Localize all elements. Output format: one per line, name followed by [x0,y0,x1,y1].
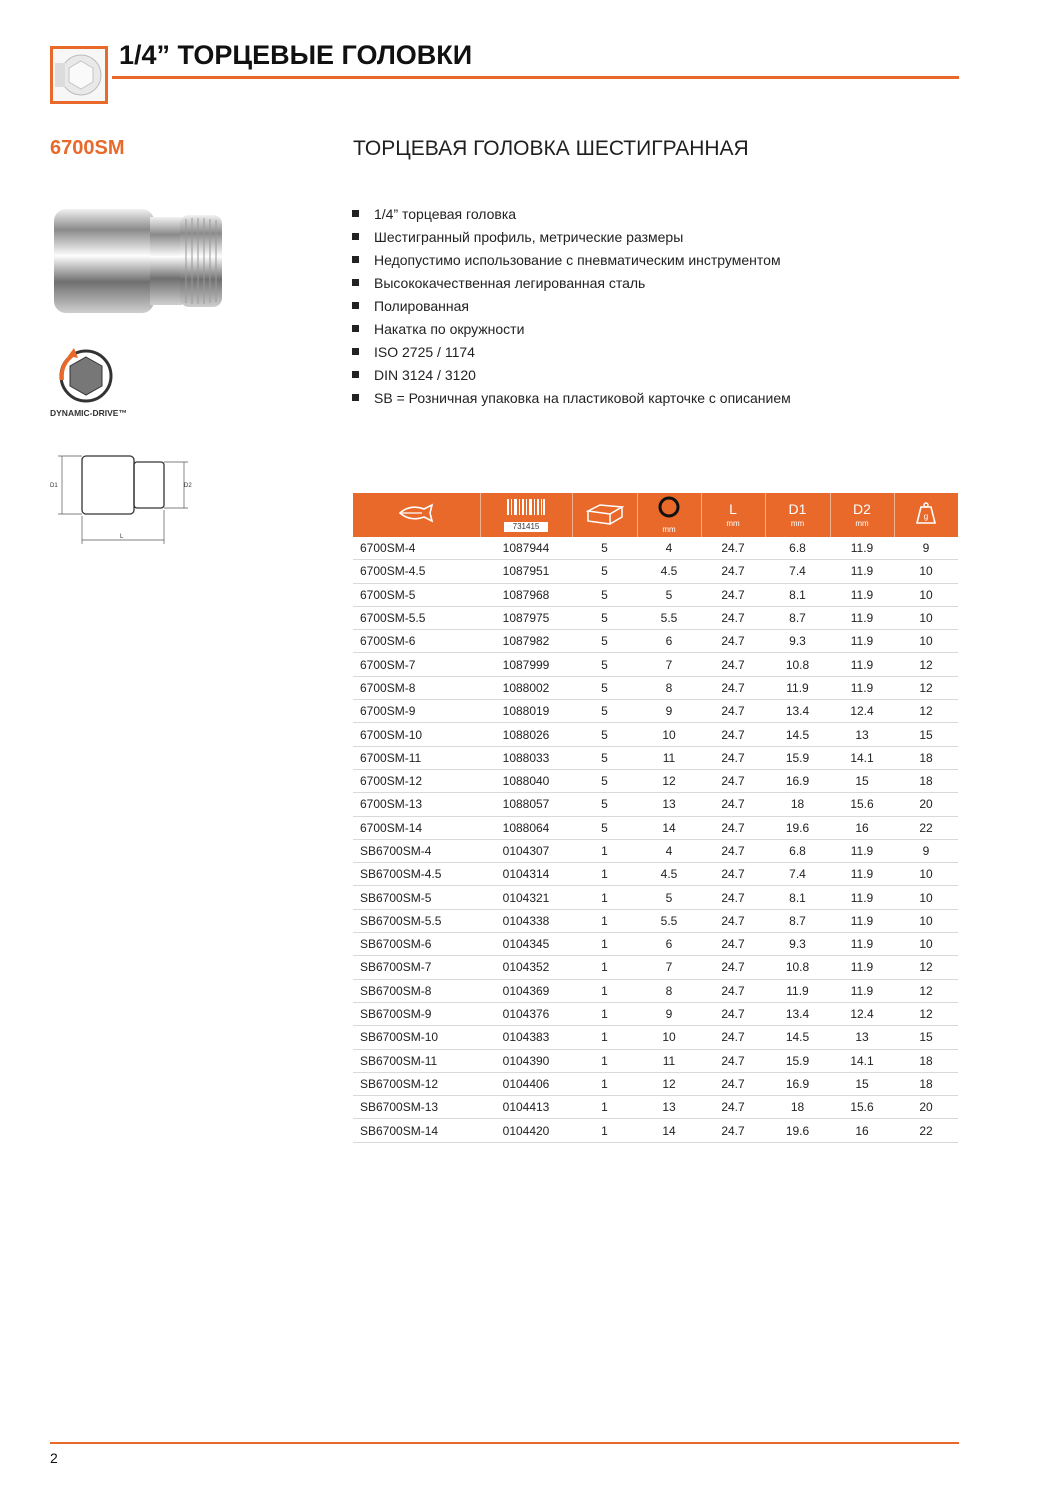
product-code: 6700SM [50,137,125,159]
cell-d2: 11.9 [830,583,894,606]
l-label: L [120,534,124,540]
table-row [353,1119,958,1142]
table-row [353,933,958,956]
cell-pack-qty: 1 [572,1002,637,1025]
cell-d1: 6.8 [765,839,830,862]
d1-label: D1 [50,483,58,489]
cell-d2: 11.9 [830,630,894,653]
cell-weight: 9 [894,839,958,862]
cell-size: 11 [637,746,701,769]
table-row [353,909,958,932]
cell-d1: 14.5 [765,723,830,746]
cell-article: 6700SM-4 [353,537,480,560]
cell-size: 4.5 [637,560,701,583]
cell-pack-qty: 1 [572,979,637,1002]
footer-divider [50,1442,959,1444]
cell-length: 24.7 [701,560,765,583]
cell-pack-qty: 1 [572,863,637,886]
cell-size: 4.5 [637,863,701,886]
table-row [353,769,958,792]
list-item: SB = Розничная упаковка на пластиковой карточке с описанием [352,388,791,411]
cell-article: SB6700SM-6 [353,933,480,956]
cell-weight: 10 [894,560,958,583]
table-row [353,1072,958,1095]
cell-size: 5.5 [637,909,701,932]
dynamic-drive-logo [48,342,148,422]
cell-ean: 0104406 [480,1072,572,1095]
cell-weight: 15 [894,1026,958,1049]
cell-pack-qty: 5 [572,606,637,629]
table-row [353,723,958,746]
cell-d2: 15.6 [830,793,894,816]
col-d2: D2 mm [830,493,894,537]
cell-length: 24.7 [701,1096,765,1119]
hex-size-icon [658,496,680,518]
cell-length: 24.7 [701,700,765,723]
cell-length: 24.7 [701,606,765,629]
cell-ean: 1087982 [480,630,572,653]
cell-article: 6700SM-11 [353,746,480,769]
cell-d2: 11.9 [830,537,894,560]
cell-article: SB6700SM-4 [353,839,480,862]
cell-ean: 1088040 [480,769,572,792]
fish-icon [396,503,436,523]
spec-table [353,493,958,1143]
col-size: mm [637,493,701,537]
cell-size: 13 [637,1096,701,1119]
cell-d2: 11.9 [830,653,894,676]
cell-ean: 1088033 [480,746,572,769]
cell-d1: 19.6 [765,1119,830,1142]
cell-d1: 18 [765,793,830,816]
cell-length: 24.7 [701,746,765,769]
list-item: 1/4” торцевая головка [352,204,791,227]
cell-d1: 9.3 [765,630,830,653]
cell-length: 24.7 [701,933,765,956]
cell-pack-qty: 5 [572,630,637,653]
cell-length: 24.7 [701,1072,765,1095]
cell-pack-qty: 5 [572,816,637,839]
list-item: Шестигранный профиль, метрические размеры [352,227,791,250]
cell-pack-qty: 1 [572,886,637,909]
cell-length: 24.7 [701,863,765,886]
cell-weight: 18 [894,746,958,769]
table-row [353,746,958,769]
cell-article: SB6700SM-11 [353,1049,480,1072]
cell-article: 6700SM-9 [353,700,480,723]
cell-weight: 12 [894,1002,958,1025]
table-row [353,1026,958,1049]
cell-length: 24.7 [701,956,765,979]
cell-length: 24.7 [701,1119,765,1142]
cell-article: 6700SM-14 [353,816,480,839]
cell-length: 24.7 [701,1026,765,1049]
cell-article: SB6700SM-13 [353,1096,480,1119]
cell-d2: 11.9 [830,933,894,956]
cell-d2: 13 [830,1026,894,1049]
cell-pack-qty: 5 [572,653,637,676]
cell-weight: 20 [894,793,958,816]
list-item: Высококачественная легированная сталь [352,273,791,296]
cell-d2: 16 [830,816,894,839]
cell-pack-qty: 5 [572,793,637,816]
cell-article: 6700SM-13 [353,793,480,816]
list-item: DIN 3124 / 3120 [352,365,791,388]
table-row [353,537,958,560]
cell-article: 6700SM-10 [353,723,480,746]
box-icon [586,501,624,525]
barcode-icon [506,499,546,515]
cell-size: 4 [637,537,701,560]
cell-weight: 12 [894,979,958,1002]
cell-size: 10 [637,723,701,746]
table-row [353,700,958,723]
logo-text: DYNAMIC-DRIVE™ [50,408,127,418]
col-length: L mm [701,493,765,537]
cell-d1: 16.9 [765,1072,830,1095]
cell-weight: 10 [894,933,958,956]
cell-length: 24.7 [701,909,765,932]
cell-size: 14 [637,1119,701,1142]
cell-weight: 18 [894,769,958,792]
cell-weight: 12 [894,676,958,699]
cell-size: 4 [637,839,701,862]
cell-size: 8 [637,676,701,699]
cell-weight: 22 [894,816,958,839]
table-row [353,793,958,816]
cell-d1: 7.4 [765,560,830,583]
cell-weight: 10 [894,630,958,653]
cell-length: 24.7 [701,676,765,699]
d2-label: D2 [184,483,192,489]
cell-pack-qty: 1 [572,956,637,979]
cell-weight: 9 [894,537,958,560]
cell-ean: 0104352 [480,956,572,979]
cell-length: 24.7 [701,723,765,746]
cell-ean: 1087944 [480,537,572,560]
cell-length: 24.7 [701,1049,765,1072]
cell-weight: 18 [894,1072,958,1095]
cell-size: 5 [637,886,701,909]
cell-article: SB6700SM-10 [353,1026,480,1049]
table-row [353,560,958,583]
cell-pack-qty: 1 [572,1026,637,1049]
cell-d1: 9.3 [765,933,830,956]
bullet-icon [352,348,359,355]
cell-pack-qty: 5 [572,537,637,560]
table-row [353,816,958,839]
cell-d2: 11.9 [830,979,894,1002]
cell-pack-qty: 1 [572,933,637,956]
cell-d1: 11.9 [765,979,830,1002]
cell-length: 24.7 [701,653,765,676]
cell-d1: 8.7 [765,606,830,629]
cell-weight: 10 [894,909,958,932]
product-name: ТОРЦЕВАЯ ГОЛОВКА ШЕСТИГРАННАЯ [353,137,749,160]
table-row [353,1049,958,1072]
socket-icon [50,46,108,104]
cell-length: 24.7 [701,839,765,862]
cell-d1: 13.4 [765,1002,830,1025]
cell-ean: 1088064 [480,816,572,839]
cell-ean: 1088019 [480,700,572,723]
cell-weight: 12 [894,700,958,723]
cell-article: 6700SM-4.5 [353,560,480,583]
cell-ean: 0104369 [480,979,572,1002]
table-row [353,863,958,886]
bullet-icon [352,210,359,217]
dimension-drawing [48,450,196,550]
cell-weight: 12 [894,956,958,979]
cell-length: 24.7 [701,979,765,1002]
cell-size: 5.5 [637,606,701,629]
cell-size: 10 [637,1026,701,1049]
cell-pack-qty: 5 [572,560,637,583]
cell-ean: 0104307 [480,839,572,862]
table-row [353,956,958,979]
cell-pack-qty: 5 [572,723,637,746]
cell-weight: 22 [894,1119,958,1142]
cell-ean: 0104420 [480,1119,572,1142]
table-row [353,886,958,909]
cell-weight: 12 [894,653,958,676]
table-row [353,1096,958,1119]
cell-article: 6700SM-5 [353,583,480,606]
list-item: Накатка по окружности [352,319,791,342]
cell-article: SB6700SM-12 [353,1072,480,1095]
cell-weight: 15 [894,723,958,746]
cell-ean: 0104383 [480,1026,572,1049]
cell-d2: 11.9 [830,886,894,909]
cell-article: 6700SM-5.5 [353,606,480,629]
cell-d1: 8.1 [765,886,830,909]
bullet-icon [352,371,359,378]
cell-pack-qty: 1 [572,1072,637,1095]
cell-pack-qty: 5 [572,700,637,723]
cell-d2: 14.1 [830,746,894,769]
cell-ean: 1088026 [480,723,572,746]
cell-weight: 10 [894,606,958,629]
cell-d2: 11.9 [830,863,894,886]
cell-article: SB6700SM-5 [353,886,480,909]
cell-d2: 15 [830,1072,894,1095]
table-row [353,1002,958,1025]
cell-d2: 12.4 [830,700,894,723]
cell-d1: 10.8 [765,956,830,979]
table-row [353,583,958,606]
cell-d2: 11.9 [830,839,894,862]
bullet-icon [352,302,359,309]
cell-d2: 15 [830,769,894,792]
cell-d2: 15.6 [830,1096,894,1119]
svg-text:g: g [924,511,929,521]
cell-d2: 11.9 [830,560,894,583]
table-row [353,653,958,676]
cell-d2: 11.9 [830,956,894,979]
cell-d1: 15.9 [765,1049,830,1072]
table-row [353,630,958,653]
cell-weight: 10 [894,886,958,909]
cell-size: 13 [637,793,701,816]
cell-length: 24.7 [701,583,765,606]
list-item: Полированная [352,296,791,319]
cell-pack-qty: 5 [572,583,637,606]
cell-size: 6 [637,630,701,653]
cell-size: 8 [637,979,701,1002]
cell-article: 6700SM-12 [353,769,480,792]
cell-d1: 8.7 [765,909,830,932]
cell-d2: 11.9 [830,909,894,932]
cell-article: SB6700SM-5.5 [353,909,480,932]
cell-d1: 18 [765,1096,830,1119]
cell-ean: 1088057 [480,793,572,816]
cell-size: 7 [637,653,701,676]
cell-d1: 11.9 [765,676,830,699]
cell-length: 24.7 [701,537,765,560]
cell-d1: 8.1 [765,583,830,606]
cell-pack-qty: 5 [572,746,637,769]
list-item: ISO 2725 / 1174 [352,342,791,365]
cell-length: 24.7 [701,816,765,839]
cell-article: 6700SM-7 [353,653,480,676]
cell-d2: 16 [830,1119,894,1142]
bullet-icon [352,233,359,240]
product-photo [50,205,226,317]
cell-d1: 7.4 [765,863,830,886]
table-row [353,839,958,862]
page-title: 1/4” ТОРЦЕВЫЕ ГОЛОВКИ [119,40,473,70]
cell-ean: 1087951 [480,560,572,583]
bullet-icon [352,256,359,263]
cell-d2: 12.4 [830,1002,894,1025]
table-row [353,979,958,1002]
cell-d2: 14.1 [830,1049,894,1072]
weight-icon [914,501,938,525]
cell-ean: 0104413 [480,1096,572,1119]
cell-ean: 1087968 [480,583,572,606]
cell-size: 14 [637,816,701,839]
cell-pack-qty: 1 [572,909,637,932]
cell-d1: 19.6 [765,816,830,839]
cell-ean: 0104321 [480,886,572,909]
cell-article: 6700SM-6 [353,630,480,653]
cell-pack-qty: 5 [572,676,637,699]
cell-d2: 11.9 [830,606,894,629]
cell-pack-qty: 5 [572,769,637,792]
cell-d1: 6.8 [765,537,830,560]
cell-d1: 14.5 [765,1026,830,1049]
cell-ean: 1087975 [480,606,572,629]
table-header-row [353,493,958,537]
cell-d2: 11.9 [830,676,894,699]
cell-pack-qty: 1 [572,1119,637,1142]
cell-d2: 13 [830,723,894,746]
cell-size: 7 [637,956,701,979]
cell-ean: 0104338 [480,909,572,932]
list-item: Недопустимо использование с пневматическим инструментом [352,250,791,273]
cell-size: 9 [637,700,701,723]
cell-weight: 10 [894,863,958,886]
col-article [353,493,480,537]
bullet-icon [352,325,359,332]
col-ean [480,493,572,537]
cell-length: 24.7 [701,769,765,792]
cell-article: SB6700SM-14 [353,1119,480,1142]
cell-size: 9 [637,1002,701,1025]
cell-length: 24.7 [701,886,765,909]
cell-d1: 16.9 [765,769,830,792]
cell-pack-qty: 1 [572,1096,637,1119]
table-row [353,606,958,629]
cell-article: SB6700SM-8 [353,979,480,1002]
cell-size: 12 [637,769,701,792]
cell-length: 24.7 [701,793,765,816]
bullet-icon [352,279,359,286]
cell-ean: 0104314 [480,863,572,886]
cell-weight: 20 [894,1096,958,1119]
cell-article: SB6700SM-7 [353,956,480,979]
cell-size: 6 [637,933,701,956]
cell-ean: 0104376 [480,1002,572,1025]
header-divider [112,76,959,79]
cell-length: 24.7 [701,1002,765,1025]
cell-size: 11 [637,1049,701,1072]
table-row [353,676,958,699]
ean-prefix: 731415 [504,522,548,532]
cell-size: 5 [637,583,701,606]
cell-d1: 13.4 [765,700,830,723]
cell-d1: 10.8 [765,653,830,676]
cell-ean: 0104345 [480,933,572,956]
cell-pack-qty: 1 [572,1049,637,1072]
cell-article: SB6700SM-4.5 [353,863,480,886]
cell-ean: 1087999 [480,653,572,676]
feature-list [352,204,791,411]
cell-ean: 0104390 [480,1049,572,1072]
cell-article: SB6700SM-9 [353,1002,480,1025]
col-d1: D1 mm [765,493,830,537]
cell-size: 12 [637,1072,701,1095]
col-pack-qty [572,493,637,537]
cell-d1: 15.9 [765,746,830,769]
cell-length: 24.7 [701,630,765,653]
col-weight [894,493,958,537]
bullet-icon [352,394,359,401]
page-number: 2 [50,1450,58,1466]
cell-weight: 10 [894,583,958,606]
cell-weight: 18 [894,1049,958,1072]
cell-article: 6700SM-8 [353,676,480,699]
cell-ean: 1088002 [480,676,572,699]
cell-pack-qty: 1 [572,839,637,862]
